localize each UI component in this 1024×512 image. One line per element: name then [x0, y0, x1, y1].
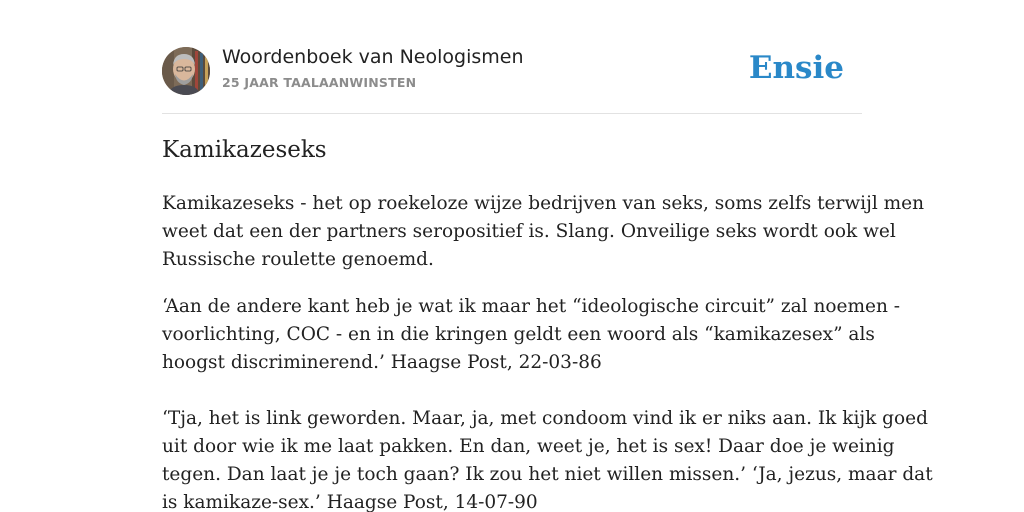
quote-paragraph	[162, 405, 933, 512]
brand-logo[interactable]: Ensie	[748, 50, 844, 86]
text-line: hoogst discriminerend.’ Haagse Post, 22-03-86	[162, 352, 602, 373]
text-line: tegen. Dan laat je je toch gaan? Ik zou het niet willen missen.’ ‘Ja, jezus, maar dat	[162, 464, 933, 485]
author-avatar[interactable]	[162, 47, 210, 95]
header-divider	[162, 113, 862, 114]
avatar-portrait-icon	[162, 47, 210, 95]
text-line: is kamikaze-sex.’ Haagse Post, 14-07-90	[162, 492, 538, 512]
definition-paragraph	[162, 190, 925, 274]
article-title: Kamikazeseks	[162, 137, 327, 163]
text-line: uit door wie ik me laat pakken. En dan, weet je, het is sex! Daar doe je weinig	[162, 436, 895, 457]
text-line: weet dat een der partners seropositief is. Slang. Onveilige seks wordt ook wel	[162, 221, 896, 242]
author-subtitle: 25 JAAR TAALAANWINSTEN	[222, 75, 417, 90]
header	[162, 46, 862, 96]
author-name[interactable]: Woordenboek van Neologismen	[222, 46, 524, 68]
text-line: voorlichting, COC - en in die kringen geldt een woord als “kamikazesex” als	[162, 324, 875, 345]
text-line: Kamikazeseks - het op roekeloze wijze bedrijven van seks, soms zelfs terwijl men	[162, 193, 925, 214]
text-line: ‘Tja, het is link geworden. Maar, ja, met condoom vind ik er niks aan. Ik kijk goed	[162, 408, 928, 429]
quote-paragraph	[162, 293, 900, 377]
text-line: Russische roulette genoemd.	[162, 249, 434, 270]
article-body	[162, 190, 933, 512]
text-line: ‘Aan de andere kant heb je wat ik maar het “ideologische circuit” zal noemen -	[162, 296, 900, 317]
